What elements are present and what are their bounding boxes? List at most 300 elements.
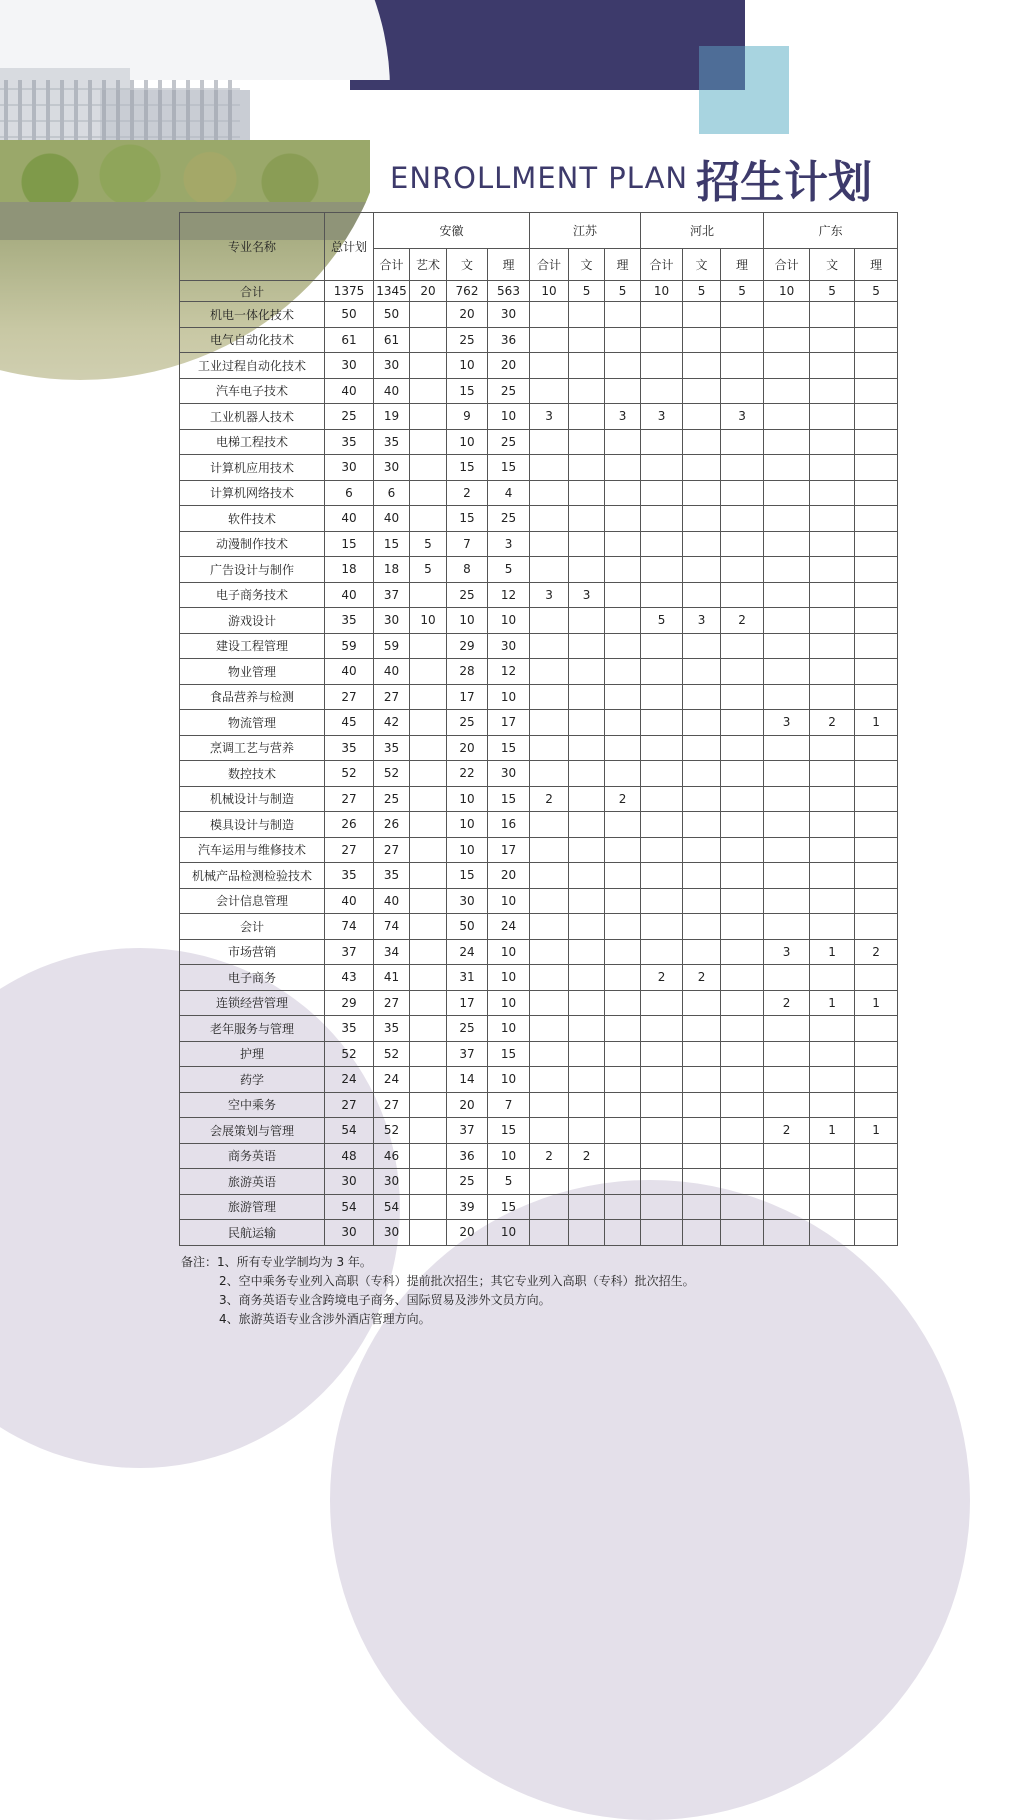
value-cell xyxy=(721,1041,764,1067)
header-province-hebei: 河北 xyxy=(641,213,764,249)
value-cell xyxy=(605,582,641,608)
value-cell xyxy=(569,302,605,328)
value-cell xyxy=(721,531,764,557)
value-cell xyxy=(764,378,810,404)
value-cell xyxy=(683,888,721,914)
value-cell: 10 xyxy=(488,1220,530,1246)
value-cell: 43 xyxy=(325,965,374,991)
value-cell xyxy=(764,888,810,914)
value-cell xyxy=(855,812,898,838)
value-cell xyxy=(764,404,810,430)
value-cell xyxy=(810,633,855,659)
value-cell: 12 xyxy=(488,659,530,685)
value-cell: 3 xyxy=(488,531,530,557)
value-cell xyxy=(569,378,605,404)
value-cell xyxy=(641,735,683,761)
value-cell: 10 xyxy=(488,965,530,991)
value-cell: 5 xyxy=(641,608,683,634)
table-row xyxy=(180,480,898,506)
value-cell: 15 xyxy=(488,1118,530,1144)
value-cell xyxy=(810,302,855,328)
major-name-cell: 会计 xyxy=(180,914,325,940)
value-cell: 5 xyxy=(410,531,447,557)
value-cell xyxy=(410,761,447,787)
subheader-jiangsu-total: 合计 xyxy=(530,249,569,281)
value-cell: 25 xyxy=(447,1169,488,1195)
value-cell: 40 xyxy=(325,506,374,532)
table-row xyxy=(180,1143,898,1169)
value-cell xyxy=(683,1194,721,1220)
value-cell xyxy=(764,684,810,710)
value-cell xyxy=(810,786,855,812)
value-cell: 6 xyxy=(325,480,374,506)
value-cell xyxy=(530,1220,569,1246)
value-cell xyxy=(569,786,605,812)
value-cell: 35 xyxy=(374,863,410,889)
major-name-cell: 连锁经营管理 xyxy=(180,990,325,1016)
value-cell xyxy=(410,455,447,481)
note-2: 2、空中乘务专业列入高职（专科）提前批次招生；其它专业列入高职（专科）批次招生。 xyxy=(219,1274,695,1288)
value-cell xyxy=(569,761,605,787)
table-row xyxy=(180,837,898,863)
value-cell: 15 xyxy=(488,735,530,761)
value-cell xyxy=(530,1016,569,1042)
value-cell xyxy=(530,863,569,889)
value-cell xyxy=(410,1194,447,1220)
value-cell xyxy=(855,1092,898,1118)
value-cell: 15 xyxy=(447,378,488,404)
value-cell: 35 xyxy=(374,735,410,761)
value-cell xyxy=(764,761,810,787)
value-cell xyxy=(683,353,721,379)
value-cell xyxy=(641,302,683,328)
major-name-cell: 电梯工程技术 xyxy=(180,429,325,455)
table-row xyxy=(180,888,898,914)
value-cell: 48 xyxy=(325,1143,374,1169)
value-cell: 30 xyxy=(447,888,488,914)
major-name-cell: 市场营销 xyxy=(180,939,325,965)
major-name-cell: 电子商务技术 xyxy=(180,582,325,608)
value-cell: 37 xyxy=(325,939,374,965)
value-cell: 5 xyxy=(683,281,721,302)
value-cell xyxy=(721,582,764,608)
value-cell xyxy=(855,1143,898,1169)
value-cell: 10 xyxy=(488,684,530,710)
value-cell xyxy=(810,659,855,685)
value-cell xyxy=(641,1220,683,1246)
value-cell: 5 xyxy=(410,557,447,583)
value-cell: 25 xyxy=(488,506,530,532)
value-cell xyxy=(721,1016,764,1042)
value-cell xyxy=(764,837,810,863)
value-cell xyxy=(569,1194,605,1220)
value-cell xyxy=(569,1067,605,1093)
value-cell: 10 xyxy=(488,888,530,914)
value-cell xyxy=(569,863,605,889)
major-name-cell: 物流管理 xyxy=(180,710,325,736)
value-cell xyxy=(683,812,721,838)
value-cell xyxy=(569,888,605,914)
value-cell: 5 xyxy=(810,281,855,302)
value-cell xyxy=(530,812,569,838)
value-cell xyxy=(855,1194,898,1220)
value-cell: 54 xyxy=(325,1118,374,1144)
value-cell xyxy=(764,914,810,940)
value-cell xyxy=(605,378,641,404)
table-row xyxy=(180,1067,898,1093)
value-cell xyxy=(855,506,898,532)
value-cell xyxy=(683,1016,721,1042)
value-cell xyxy=(530,1041,569,1067)
value-cell xyxy=(764,863,810,889)
value-cell xyxy=(641,633,683,659)
value-cell xyxy=(855,327,898,353)
value-cell: 26 xyxy=(325,812,374,838)
value-cell xyxy=(530,506,569,532)
value-cell: 30 xyxy=(325,1220,374,1246)
value-cell xyxy=(530,302,569,328)
value-cell xyxy=(683,914,721,940)
major-name-cell: 模具设计与制造 xyxy=(180,812,325,838)
value-cell xyxy=(530,914,569,940)
value-cell: 59 xyxy=(325,633,374,659)
subheader-guangdong-science: 理 xyxy=(855,249,898,281)
value-cell xyxy=(683,1041,721,1067)
value-cell xyxy=(764,582,810,608)
value-cell xyxy=(605,1016,641,1042)
value-cell xyxy=(641,1194,683,1220)
value-cell: 54 xyxy=(374,1194,410,1220)
subheader-hebei-total: 合计 xyxy=(641,249,683,281)
value-cell xyxy=(569,455,605,481)
header-total-plan: 总计划 xyxy=(325,213,374,281)
value-cell xyxy=(530,557,569,583)
value-cell xyxy=(721,888,764,914)
value-cell xyxy=(410,1067,447,1093)
value-cell: 24 xyxy=(374,1067,410,1093)
value-cell xyxy=(721,684,764,710)
value-cell xyxy=(530,735,569,761)
value-cell xyxy=(410,429,447,455)
subheader-guangdong-total: 合计 xyxy=(764,249,810,281)
value-cell: 25 xyxy=(447,710,488,736)
value-cell xyxy=(721,914,764,940)
value-cell xyxy=(810,1092,855,1118)
value-cell: 24 xyxy=(325,1067,374,1093)
value-cell xyxy=(764,327,810,353)
value-cell xyxy=(855,480,898,506)
value-cell xyxy=(410,1143,447,1169)
major-name-cell: 游戏设计 xyxy=(180,608,325,634)
table-row xyxy=(180,863,898,889)
value-cell: 10 xyxy=(447,353,488,379)
value-cell: 14 xyxy=(447,1067,488,1093)
value-cell xyxy=(810,1016,855,1042)
value-cell xyxy=(410,582,447,608)
value-cell: 15 xyxy=(447,863,488,889)
value-cell: 2 xyxy=(683,965,721,991)
table-row xyxy=(180,455,898,481)
value-cell xyxy=(855,353,898,379)
value-cell xyxy=(764,1041,810,1067)
value-cell xyxy=(530,659,569,685)
value-cell xyxy=(855,761,898,787)
value-cell xyxy=(721,302,764,328)
value-cell xyxy=(683,1067,721,1093)
table-total-row xyxy=(180,281,898,302)
value-cell xyxy=(855,659,898,685)
value-cell xyxy=(683,735,721,761)
value-cell: 30 xyxy=(488,302,530,328)
value-cell xyxy=(721,735,764,761)
value-cell xyxy=(641,378,683,404)
value-cell xyxy=(855,837,898,863)
value-cell xyxy=(683,1118,721,1144)
value-cell xyxy=(810,812,855,838)
value-cell xyxy=(641,1092,683,1118)
value-cell: 15 xyxy=(374,531,410,557)
value-cell: 25 xyxy=(447,327,488,353)
value-cell: 10 xyxy=(447,608,488,634)
value-cell: 2 xyxy=(447,480,488,506)
value-cell xyxy=(764,633,810,659)
value-cell xyxy=(721,633,764,659)
value-cell: 37 xyxy=(447,1041,488,1067)
value-cell xyxy=(855,531,898,557)
value-cell xyxy=(410,888,447,914)
major-name-cell: 建设工程管理 xyxy=(180,633,325,659)
value-cell xyxy=(855,455,898,481)
value-cell xyxy=(721,659,764,685)
subheader-jiangsu-arts: 文 xyxy=(569,249,605,281)
value-cell: 12 xyxy=(488,582,530,608)
value-cell: 15 xyxy=(325,531,374,557)
value-cell xyxy=(410,710,447,736)
value-cell xyxy=(641,582,683,608)
value-cell xyxy=(810,455,855,481)
value-cell xyxy=(410,1092,447,1118)
subheader-jiangsu-science: 理 xyxy=(605,249,641,281)
value-cell xyxy=(764,480,810,506)
table-row xyxy=(180,302,898,328)
value-cell: 40 xyxy=(374,888,410,914)
value-cell xyxy=(530,837,569,863)
value-cell xyxy=(683,710,721,736)
value-cell xyxy=(810,608,855,634)
value-cell: 7 xyxy=(447,531,488,557)
value-cell: 10 xyxy=(488,1016,530,1042)
value-cell xyxy=(605,837,641,863)
major-name-cell: 计算机应用技术 xyxy=(180,455,325,481)
value-cell xyxy=(683,1169,721,1195)
value-cell: 1 xyxy=(855,710,898,736)
value-cell xyxy=(641,1118,683,1144)
value-cell xyxy=(721,863,764,889)
value-cell: 35 xyxy=(325,429,374,455)
value-cell xyxy=(764,659,810,685)
value-cell xyxy=(605,888,641,914)
value-cell xyxy=(410,812,447,838)
value-cell: 19 xyxy=(374,404,410,430)
value-cell: 3 xyxy=(641,404,683,430)
value-cell: 5 xyxy=(488,557,530,583)
value-cell xyxy=(410,404,447,430)
value-cell xyxy=(721,1220,764,1246)
value-cell xyxy=(764,608,810,634)
value-cell xyxy=(569,1169,605,1195)
value-cell: 3 xyxy=(605,404,641,430)
value-cell xyxy=(764,786,810,812)
value-cell: 1 xyxy=(810,990,855,1016)
major-name-cell: 空中乘务 xyxy=(180,1092,325,1118)
table-row xyxy=(180,1041,898,1067)
value-cell: 15 xyxy=(447,455,488,481)
value-cell: 3 xyxy=(530,582,569,608)
value-cell xyxy=(721,710,764,736)
value-cell: 50 xyxy=(374,302,410,328)
header-province-anhui: 安徽 xyxy=(374,213,530,249)
value-cell xyxy=(569,914,605,940)
value-cell xyxy=(569,480,605,506)
value-cell: 2 xyxy=(569,1143,605,1169)
value-cell xyxy=(721,812,764,838)
value-cell: 4 xyxy=(488,480,530,506)
value-cell: 40 xyxy=(325,378,374,404)
value-cell: 34 xyxy=(374,939,410,965)
value-cell xyxy=(810,965,855,991)
value-cell xyxy=(641,863,683,889)
major-name-cell: 电气自动化技术 xyxy=(180,327,325,353)
value-cell xyxy=(530,761,569,787)
value-cell: 46 xyxy=(374,1143,410,1169)
value-cell xyxy=(641,327,683,353)
value-cell xyxy=(530,1092,569,1118)
value-cell xyxy=(605,990,641,1016)
value-cell xyxy=(530,939,569,965)
value-cell: 40 xyxy=(325,582,374,608)
value-cell xyxy=(683,327,721,353)
value-cell: 10 xyxy=(488,1143,530,1169)
value-cell xyxy=(721,353,764,379)
value-cell xyxy=(530,378,569,404)
value-cell xyxy=(605,353,641,379)
value-cell xyxy=(810,557,855,583)
value-cell xyxy=(641,939,683,965)
value-cell xyxy=(721,1067,764,1093)
value-cell xyxy=(810,480,855,506)
value-cell: 39 xyxy=(447,1194,488,1220)
value-cell xyxy=(410,684,447,710)
value-cell xyxy=(683,1220,721,1246)
value-cell xyxy=(530,1169,569,1195)
major-name-cell: 物业管理 xyxy=(180,659,325,685)
value-cell xyxy=(683,302,721,328)
value-cell: 52 xyxy=(325,1041,374,1067)
table-row xyxy=(180,1169,898,1195)
value-cell xyxy=(721,378,764,404)
major-name-cell: 动漫制作技术 xyxy=(180,531,325,557)
value-cell xyxy=(855,735,898,761)
major-name-cell: 机械设计与制造 xyxy=(180,786,325,812)
value-cell: 27 xyxy=(374,837,410,863)
value-cell: 31 xyxy=(447,965,488,991)
value-cell xyxy=(764,557,810,583)
value-cell xyxy=(641,1041,683,1067)
value-cell: 15 xyxy=(447,506,488,532)
value-cell: 30 xyxy=(374,1220,410,1246)
value-cell: 20 xyxy=(447,735,488,761)
table-row xyxy=(180,1118,898,1144)
value-cell xyxy=(764,429,810,455)
value-cell xyxy=(855,786,898,812)
value-cell xyxy=(721,1143,764,1169)
value-cell xyxy=(683,659,721,685)
value-cell xyxy=(530,531,569,557)
value-cell xyxy=(721,1118,764,1144)
value-cell xyxy=(721,761,764,787)
value-cell: 24 xyxy=(488,914,530,940)
value-cell xyxy=(764,353,810,379)
table-row xyxy=(180,1194,898,1220)
value-cell: 30 xyxy=(374,1169,410,1195)
value-cell xyxy=(721,1169,764,1195)
major-name-cell: 商务英语 xyxy=(180,1143,325,1169)
value-cell: 5 xyxy=(855,281,898,302)
table-row xyxy=(180,1220,898,1246)
value-cell: 762 xyxy=(447,281,488,302)
value-cell xyxy=(810,1041,855,1067)
value-cell xyxy=(569,710,605,736)
value-cell xyxy=(683,455,721,481)
value-cell: 42 xyxy=(374,710,410,736)
value-cell: 25 xyxy=(447,1016,488,1042)
value-cell xyxy=(764,1194,810,1220)
value-cell: 74 xyxy=(325,914,374,940)
subheader-hebei-science: 理 xyxy=(721,249,764,281)
value-cell: 20 xyxy=(447,1092,488,1118)
table-row xyxy=(180,659,898,685)
value-cell: 40 xyxy=(374,378,410,404)
value-cell: 52 xyxy=(325,761,374,787)
value-cell xyxy=(530,710,569,736)
value-cell xyxy=(410,1169,447,1195)
value-cell: 10 xyxy=(447,837,488,863)
value-cell xyxy=(605,1067,641,1093)
value-cell xyxy=(569,735,605,761)
value-cell xyxy=(764,1143,810,1169)
subheader-anhui-total: 合计 xyxy=(374,249,410,281)
value-cell: 30 xyxy=(325,353,374,379)
value-cell xyxy=(683,990,721,1016)
value-cell xyxy=(605,863,641,889)
value-cell: 36 xyxy=(447,1143,488,1169)
major-name-cell: 旅游英语 xyxy=(180,1169,325,1195)
subheader-hebei-arts: 文 xyxy=(683,249,721,281)
value-cell xyxy=(764,1092,810,1118)
value-cell xyxy=(721,429,764,455)
value-cell xyxy=(605,608,641,634)
value-cell xyxy=(764,1067,810,1093)
value-cell xyxy=(721,786,764,812)
value-cell: 61 xyxy=(325,327,374,353)
table-row xyxy=(180,378,898,404)
value-cell xyxy=(410,327,447,353)
value-cell: 10 xyxy=(488,404,530,430)
value-cell: 1 xyxy=(810,1118,855,1144)
value-cell xyxy=(764,965,810,991)
value-cell: 52 xyxy=(374,1118,410,1144)
value-cell xyxy=(605,965,641,991)
